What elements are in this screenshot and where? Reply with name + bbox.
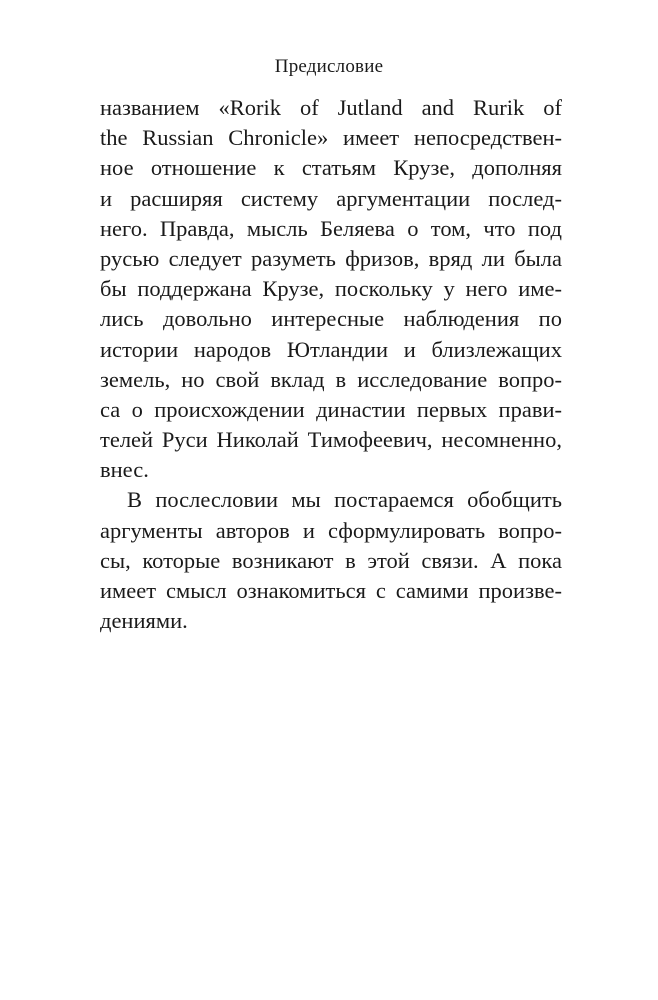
word: несомненно,: [441, 427, 562, 453]
word: русью: [100, 245, 160, 271]
word: поскольку: [334, 276, 433, 302]
text-line: [100, 153, 562, 183]
text-line: [100, 214, 562, 244]
word: разуметь: [250, 245, 336, 271]
word: к: [273, 155, 285, 181]
word: ное: [100, 155, 134, 181]
word: но: [181, 366, 205, 392]
word: и: [302, 517, 315, 543]
word: под: [527, 215, 562, 241]
word: возникают: [231, 547, 334, 573]
word: обобщить: [467, 487, 562, 513]
word: следует: [168, 245, 242, 271]
word: мы: [291, 487, 321, 513]
word: вопро-: [498, 517, 562, 543]
word: Крузе,: [393, 155, 455, 181]
word: телей: [100, 427, 154, 453]
word: связи.: [421, 547, 479, 573]
word: име-: [518, 276, 562, 302]
text-line: [100, 93, 562, 123]
word: имеет: [100, 578, 157, 603]
word: вопро-: [498, 366, 562, 392]
word: Jutland: [337, 95, 403, 120]
text-line: [100, 425, 562, 455]
word: сы,: [100, 547, 131, 573]
word: наблюдения: [403, 306, 520, 332]
word: статьям: [301, 155, 376, 181]
word: в: [335, 366, 347, 392]
word: исследование: [357, 366, 488, 392]
word: поддержана: [137, 276, 252, 302]
text-line: [100, 244, 562, 274]
word: дениями.: [100, 608, 188, 634]
word: постараемся: [334, 487, 454, 513]
word: о: [131, 396, 143, 422]
text-line: [100, 516, 562, 546]
word: Chronicle»: [228, 125, 329, 151]
word: систему: [240, 185, 319, 211]
text-line: [100, 395, 562, 425]
word: том,: [430, 215, 472, 241]
word: ознакомиться: [236, 578, 366, 603]
word: ли: [481, 245, 505, 271]
word: of: [543, 95, 562, 120]
word: послесловии: [155, 487, 279, 513]
word: and: [421, 95, 455, 120]
word: внес.: [100, 457, 149, 483]
text-line: [100, 576, 562, 606]
word: отношение: [150, 155, 257, 181]
word: бы: [100, 276, 127, 302]
word: Руси: [161, 427, 208, 453]
word: the: [100, 125, 128, 151]
word: в: [345, 547, 356, 573]
word: имеет: [343, 125, 400, 151]
word: Ютландии: [286, 336, 389, 362]
word: мысль: [246, 215, 308, 241]
word: довольно: [162, 306, 252, 332]
word: и: [403, 336, 416, 362]
word: самими: [395, 578, 469, 603]
word: послед-: [488, 185, 562, 211]
word: него: [465, 276, 508, 302]
word: с: [375, 578, 386, 603]
word: по: [538, 306, 562, 332]
body-text: [100, 93, 562, 636]
word: фризов,: [345, 245, 420, 271]
text-line: [100, 485, 562, 515]
word: дополняя: [472, 155, 562, 181]
word: пока: [518, 547, 562, 573]
word: сформулировать: [327, 517, 486, 543]
word: of: [299, 95, 319, 120]
word: этой: [367, 547, 410, 573]
word: происхождении: [154, 396, 305, 422]
text-line: [100, 123, 562, 153]
word: вряд: [428, 245, 473, 271]
word: аргументы: [100, 517, 203, 543]
word: произве-: [478, 578, 562, 603]
word: Rurik: [473, 95, 525, 120]
word: что: [483, 215, 516, 241]
word: непосредствен-: [413, 125, 562, 151]
word: «Rorik: [218, 95, 281, 120]
word: Правда,: [159, 215, 235, 241]
word: Russian: [142, 125, 214, 151]
word: первых: [416, 396, 488, 422]
word: земель,: [100, 366, 171, 392]
text-line: [100, 455, 562, 485]
word: Крузе,: [262, 276, 325, 302]
text-line: [100, 606, 562, 636]
word: у: [443, 276, 455, 302]
word: близлежащих: [431, 336, 562, 362]
word: Тимофеевич,: [307, 427, 433, 453]
word: В: [127, 487, 143, 513]
word: интересные: [271, 306, 385, 332]
word: свой: [215, 366, 260, 392]
word: са: [100, 396, 121, 422]
word: Беляева: [320, 215, 395, 241]
paragraph-1: [100, 93, 562, 485]
paragraph-2: [100, 485, 562, 636]
word: Николай: [216, 427, 299, 453]
word: истории: [100, 336, 179, 362]
word: авторов: [215, 517, 290, 543]
word: прави-: [498, 396, 562, 422]
word: названием: [100, 95, 200, 120]
text-line: [100, 546, 562, 576]
word: расширяя: [130, 185, 223, 211]
text-line: [100, 365, 562, 395]
word: и: [100, 185, 113, 211]
word: была: [514, 245, 562, 271]
word: народов: [193, 336, 272, 362]
word: лись: [100, 306, 144, 332]
running-head: Предисловие: [274, 56, 384, 77]
text-line: [100, 304, 562, 334]
word: о: [407, 215, 419, 241]
text-line: [100, 184, 562, 214]
text-line: [100, 335, 562, 365]
text-line: [100, 274, 562, 304]
word: смысл: [166, 578, 227, 603]
word: вклад: [270, 366, 325, 392]
word: аргументации: [336, 185, 471, 211]
word: которые: [142, 547, 221, 573]
word: него.: [100, 215, 148, 241]
word: династии: [316, 396, 406, 422]
word: А: [490, 547, 507, 573]
